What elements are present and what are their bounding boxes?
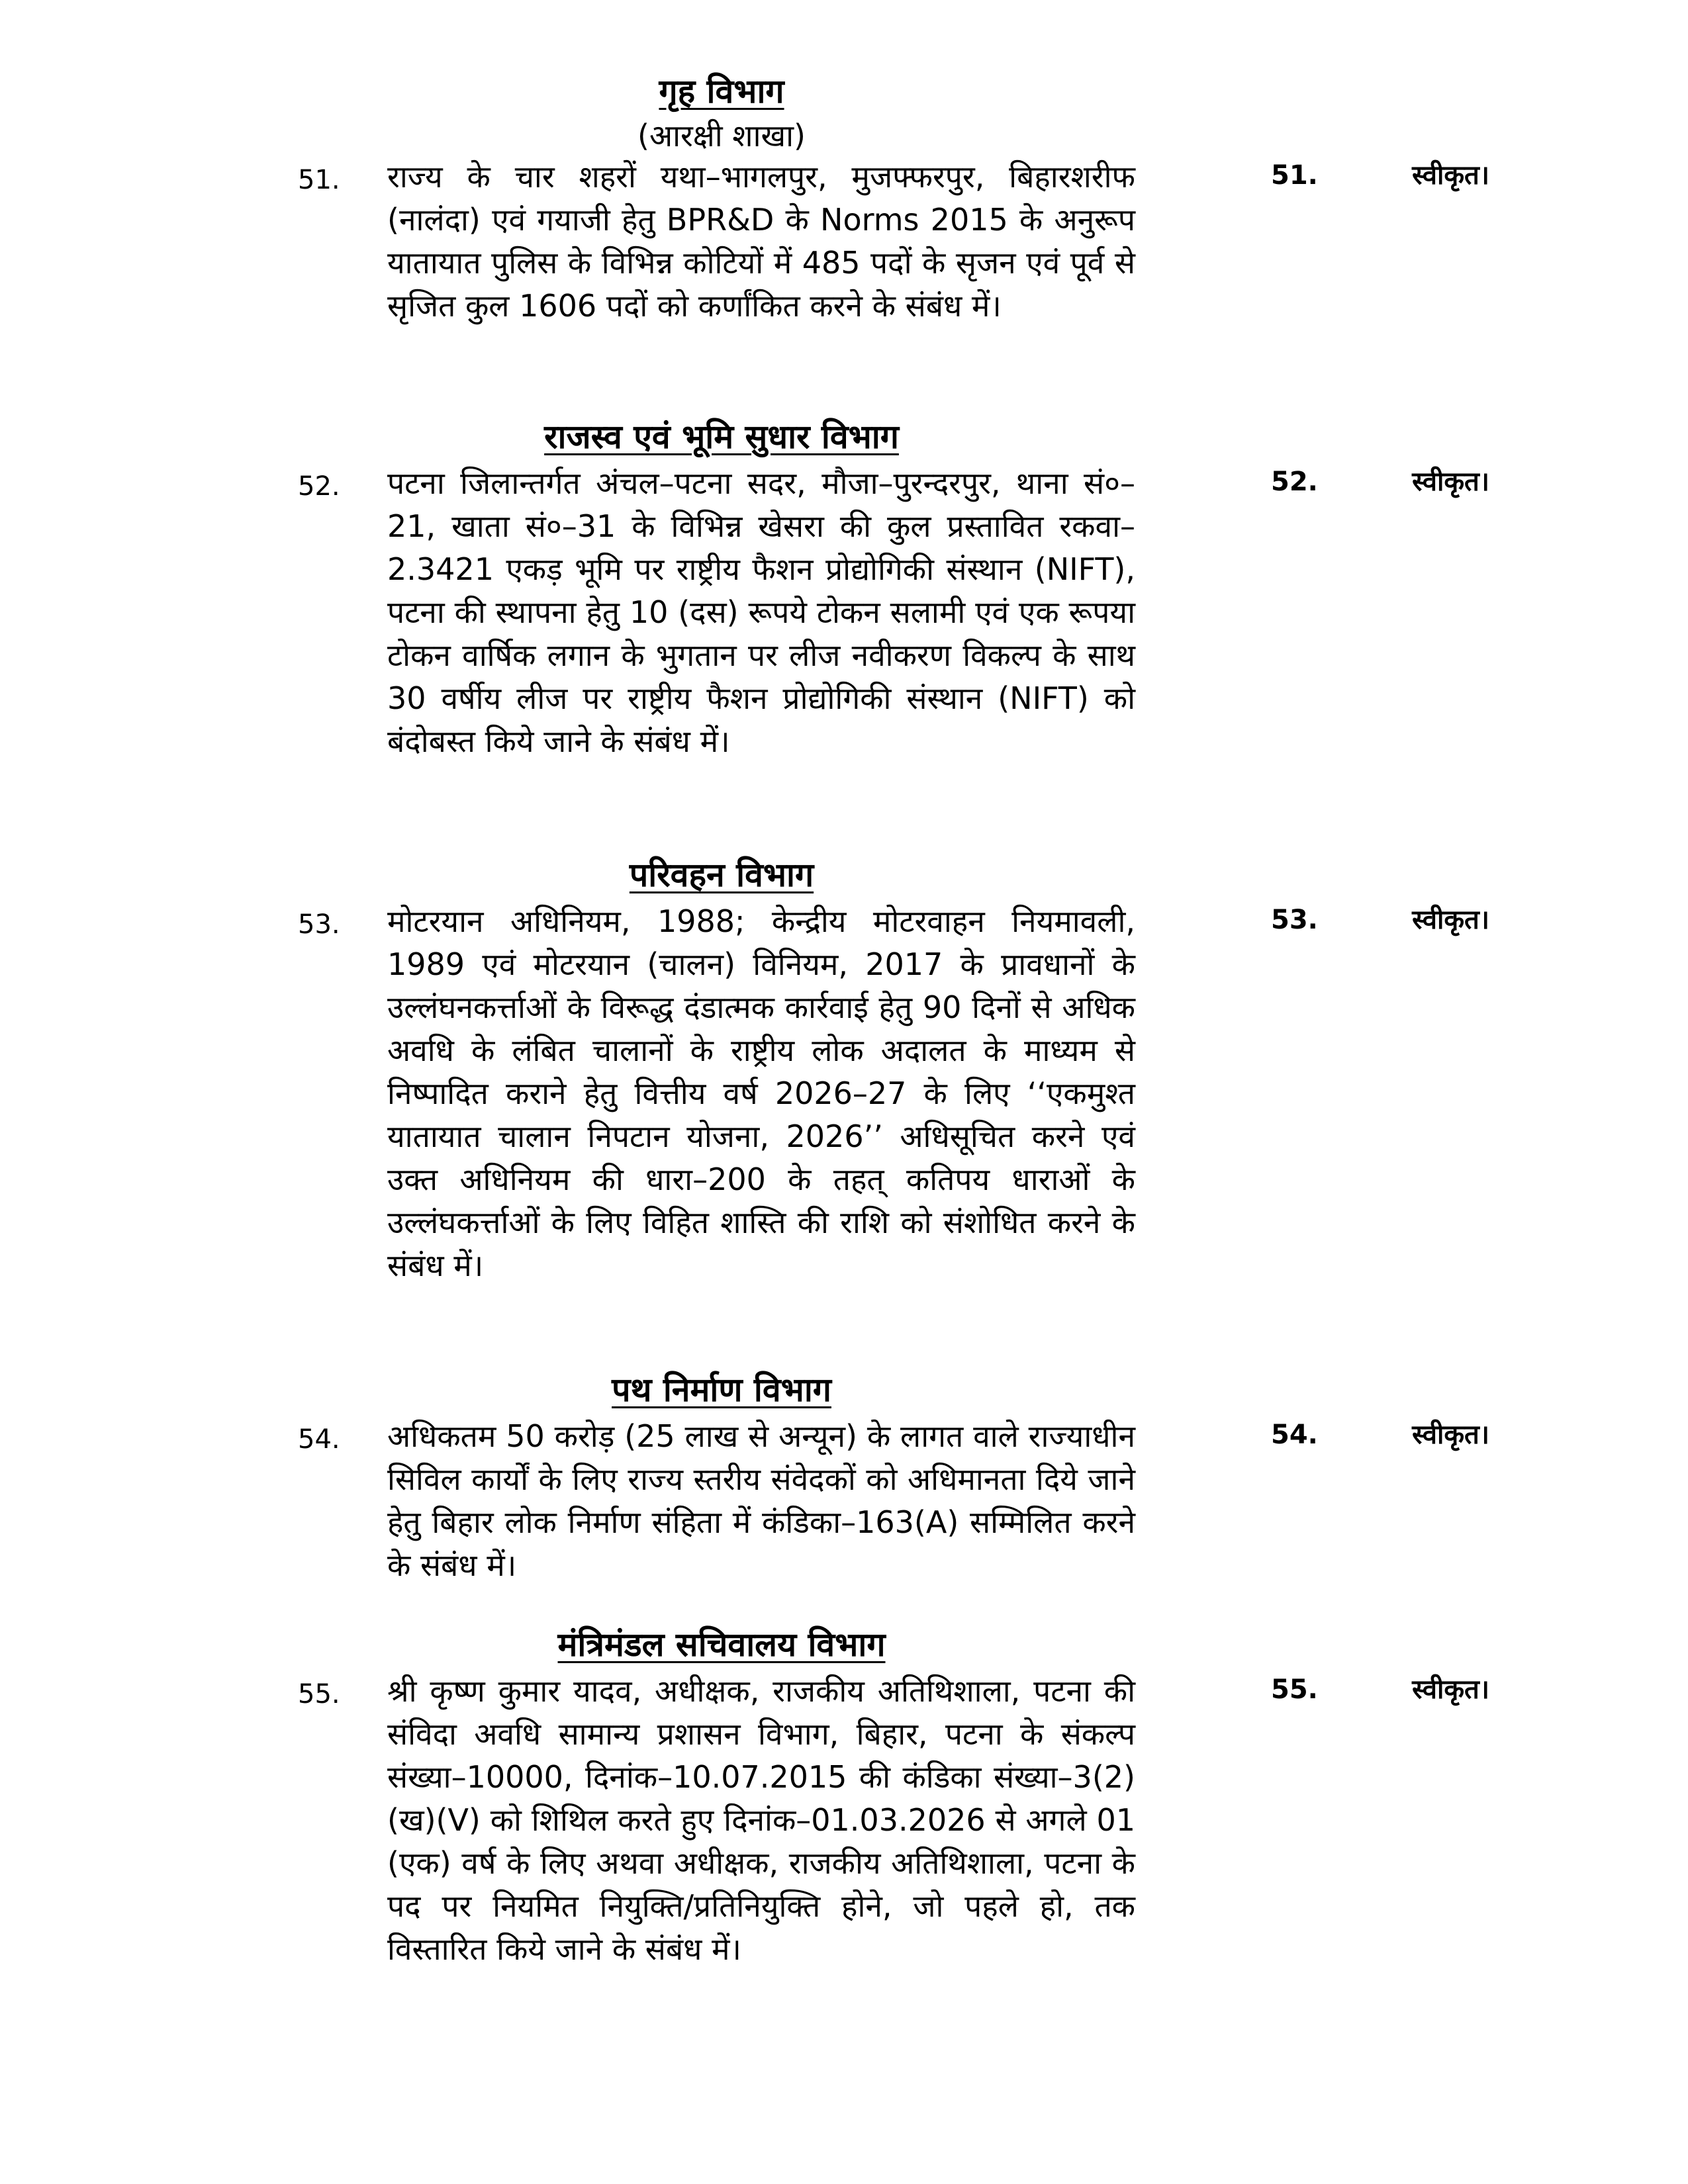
department-heading-transport: परिवहन विभाग — [629, 856, 814, 894]
item-number: 54. — [298, 1424, 340, 1455]
department-heading-road-construction: पथ निर्माण विभाग — [612, 1371, 831, 1409]
item-status — [1271, 156, 1489, 195]
item-number: 55. — [298, 1679, 340, 1709]
status-number: 53. — [1271, 905, 1318, 935]
item-number: 53. — [298, 909, 340, 940]
status-label: स्वीकृत। — [1412, 905, 1489, 935]
department-heading-home: गृह विभाग — [659, 72, 784, 111]
item-description: राज्य के चार शहरों यथा–भागलपुर, मुजफ्फरपुर, बिहारशरीफ (नालंदा) एवं गयाजी हेतु BPR&D के Norms 2015 के अनुरूप यातायात पुलिस के विभिन्न कोटियों में 485 पदों के सृजन एवं पूर्व से सृजित कुल 1606 पदों को कर्णांकित करने के संबंध में। — [387, 159, 1135, 324]
item-status — [1271, 1415, 1489, 1455]
item-status — [1271, 1670, 1489, 1709]
item-description: श्री कृष्ण कुमार यादव, अधीक्षक, राजकीय अतिथिशाला, पटना की संविदा अवधि सामान्य प्रशासन विभाग, बिहार, पटना के संकल्प संख्या–10000, दिनांक–10.07.2015 की कंडिका संख्या–3(2)(ख)(V) को शिथिल करते हुए दिनांक–01.03.2026 से अगले 01 (एक) वर्ष के लिए अथवा अधीक्षक, राजकीय अतिथिशाला, पटना के पद पर नियमित नियुक्ति/प्रतिनियुक्ति होने, जो पहले हो, तक विस्तारित किये जाने के संबंध में। — [387, 1673, 1135, 1967]
status-label: स्वीकृत। — [1412, 160, 1489, 191]
department-heading-cabinet-secretariat: मंत्रिमंडल सचिवालय विभाग — [557, 1625, 886, 1664]
department-heading-revenue: राजस्व एवं भूमि सुधार विभाग — [544, 418, 899, 456]
item-description: मोटरयान अधिनियम, 1988; केन्द्रीय मोटरवाहन नियमावली, 1989 एवं मोटरयान (चालन) विनियम, 2017 के प्रावधानों के उल्लंघनकर्त्ताओं के विरूद्ध दंडात्मक कार्रवाई हेतु 90 दिनों से अधिक अवधि के लंबित चालानों के राष्ट्रीय लोक अदालत के माध्यम से निष्पादित कराने हेतु वित्तीय वर्ष 2026–27 के लिए ‘‘एकमुश्त यातायात चालान निपटान योजना, 2026’’ अधिसूचित करने एवं उक्त अधिनियम की धारा–200 के तहत् कतिपय धाराओं के उल्लंघकर्त्ताओं के लिए विहित शास्ति की राशि को संशोधित करने के संबंध में। — [387, 903, 1135, 1283]
status-label: स्वीकृत। — [1412, 467, 1489, 497]
department-subheading: (आरक्षी शाखा) — [637, 118, 806, 154]
item-number: 52. — [298, 471, 340, 502]
status-number: 52. — [1271, 467, 1318, 497]
item-description: अधिकतम 50 करोड़ (25 लाख से अन्यून) के लागत वाले राज्याधीन सिविल कार्यों के लिए राज्य स्तरीय संवेदकों को अधिमानता दिये जाने हेतु बिहार लोक निर्माण संहिता में कंडिका–163(A) सम्मिलित करने के संबंध में। — [387, 1418, 1135, 1583]
item-status — [1271, 900, 1489, 940]
item-number: 51. — [298, 165, 340, 195]
status-number: 54. — [1271, 1420, 1318, 1450]
status-number: 55. — [1271, 1674, 1318, 1705]
status-label: स्वीकृत। — [1412, 1420, 1489, 1450]
item-status — [1271, 462, 1489, 502]
item-description: पटना जिलान्तर्गत अंचल–पटना सदर, मौजा–पुरन्दरपुर, थाना सं०–21, खाता सं०–31 के विभिन्न खेसरा की कुल प्रस्तावित रकवा–2.3421 एकड़ भूमि पर राष्ट्रीय फैशन प्रोद्योगिकी संस्थान (NIFT), पटना की स्थापना हेतु 10 (दस) रूपये टोकन सलामी एवं एक रूपया टोकन वार्षिक लगान के भुगतान पर लीज नवीकरण विकल्प के साथ 30 वर्षीय लीज पर राष्ट्रीय फैशन प्रोद्योगिकी संस्थान (NIFT) को बंदोबस्त किये जाने के संबंध में। — [387, 465, 1135, 759]
status-number: 51. — [1271, 160, 1318, 191]
status-label: स्वीकृत। — [1412, 1674, 1489, 1705]
